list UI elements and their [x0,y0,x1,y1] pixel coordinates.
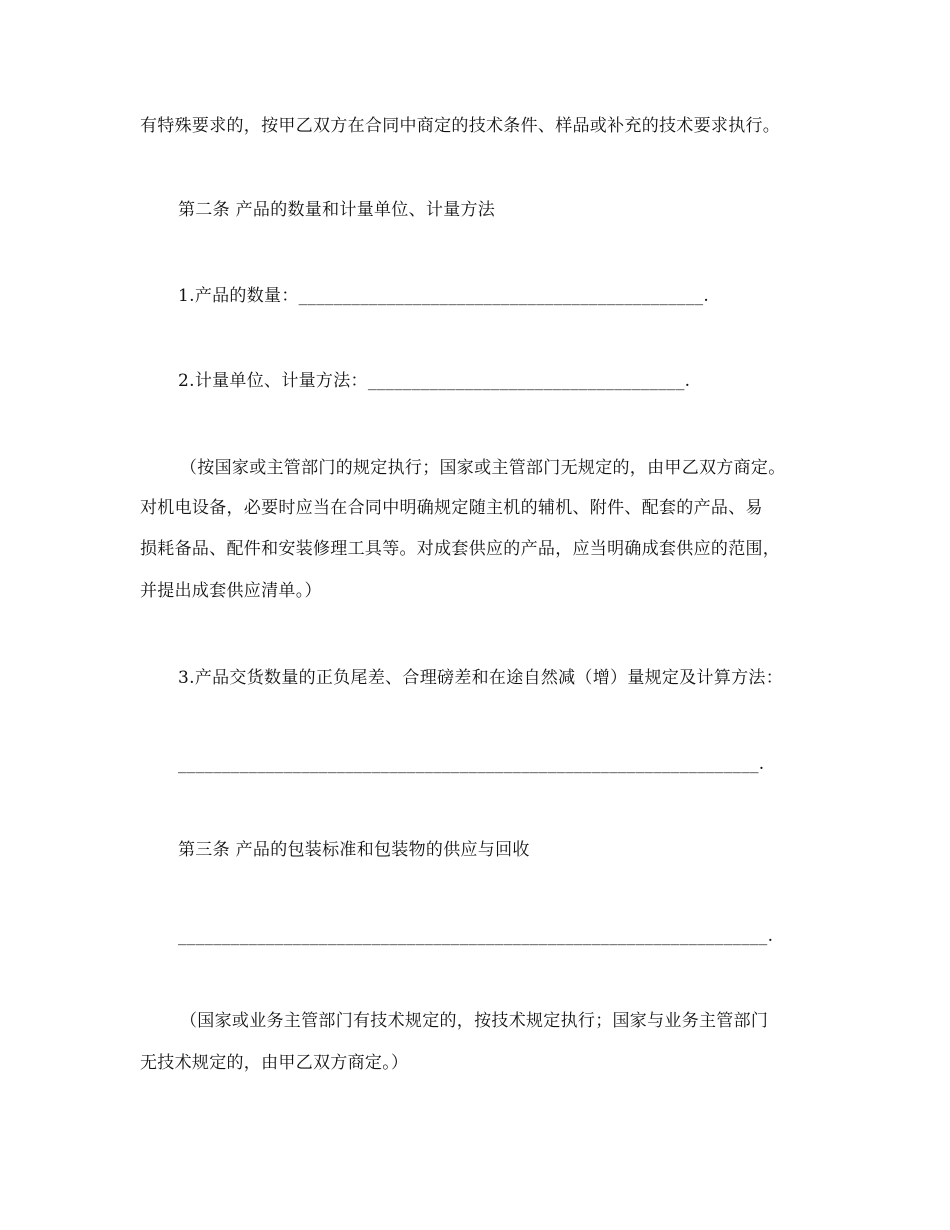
article-2-heading: 第二条 产品的数量和计量单位、计量方法 [178,200,496,220]
note-1-line-2: 对机电设备，必要时应当在合同中明确规定随主机的辅机、附件、配套的产品、易 [140,498,763,518]
article-3-blank-line: ___________________________________________________________________. [178,926,774,946]
intro-paragraph: 有特殊要求的，按甲乙双方在合同中商定的技术条件、样品或补充的技术要求执行。 [140,116,781,136]
article-3-heading: 第三条 产品的包装标准和包装物的供应与回收 [178,840,530,860]
note-2-line-1: （国家或业务主管部门有技术规定的，按技术规定执行；国家与业务主管部门 [180,1011,769,1031]
item-1-quantity: 1.产品的数量：______________________________________________. [178,286,710,306]
item-2-unit-method: 2.计量单位、计量方法：____________________________________. [178,371,691,391]
note-2-line-2: 无技术规定的，由甲乙双方商定。） [140,1053,409,1073]
item-3-tolerance: 3.产品交货数量的正负尾差、合理磅差和在途自然减（增）量规定及计算方法： [178,668,784,688]
item-3-blank-line: __________________________________________________________________. [178,754,765,774]
note-1-line-3: 损耗备品、配件和安装修理工具等。对成套供应的产品，应当明确成套供应的范围， [140,539,781,559]
note-1-line-4: 并提出成套供应清单。） [140,581,322,601]
note-1-line-1: （按国家或主管部门的规定执行；国家或主管部门无规定的，由甲乙双方商定。 [180,458,786,478]
